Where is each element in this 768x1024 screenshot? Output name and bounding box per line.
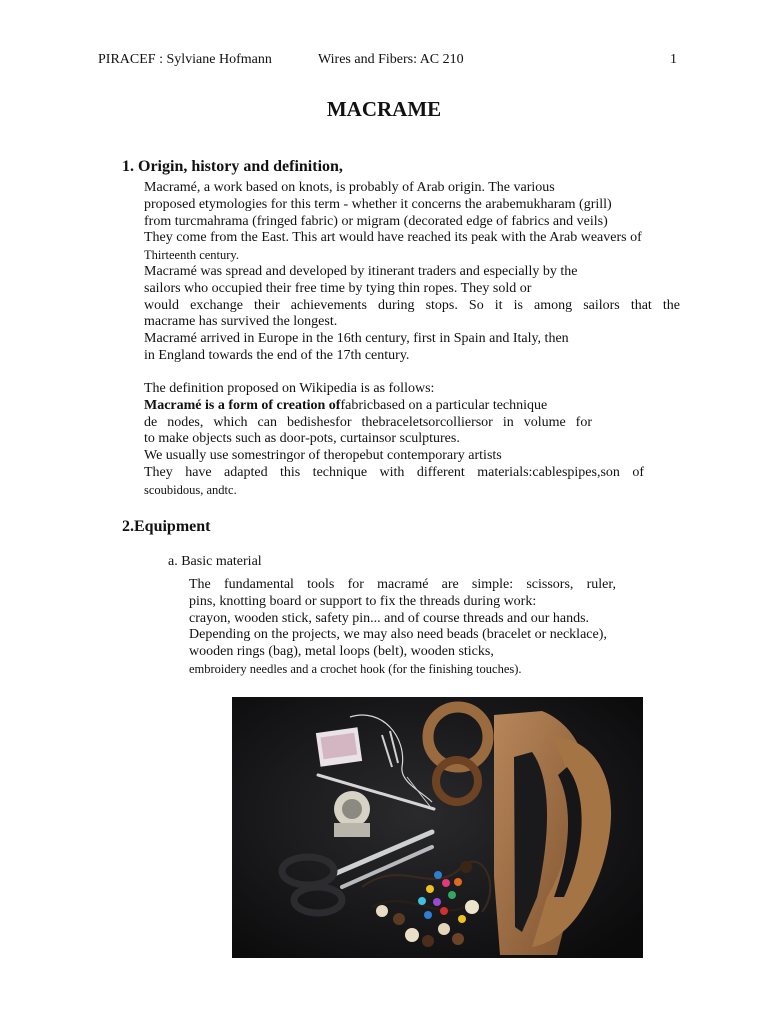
page-number: 1	[670, 52, 677, 67]
text-line: They have adapted this technique with different materials:cablespipes,son of	[144, 464, 644, 480]
header-course: Wires and Fibers: AC 210	[318, 52, 464, 67]
text-line: would exchange their achievements during stops. So it is among sailors that the	[144, 297, 680, 313]
text-line: de nodes, which can bedishesfor thebraceletsorcolliersor in volume for	[144, 414, 592, 430]
text-line: proposed etymologies for this term - whether it concerns the arabemukharam (grill)	[144, 196, 612, 212]
definition-intro: The definition proposed on Wikipedia is as follows:	[144, 381, 435, 396]
text-line: embroidery needles and a crochet hook (for the finishing touches).	[189, 661, 522, 676]
definition-bold: Macramé is a form of creation of	[144, 397, 341, 413]
text-line: from turcmahrama (fringed fabric) or migram (decorated edge of fabrics and veils)	[144, 213, 608, 229]
text-line: macrame has survived the longest.	[144, 314, 338, 330]
text-line: sailors who occupied their free time by tying thin ropes. They sold or	[144, 280, 532, 296]
text-line: pins, knotting board or support to fix the threads during work:	[189, 593, 537, 609]
text-line: scoubidous, andtc.	[144, 482, 237, 497]
text-line: We usually use somestringor of theropebut contemporary artists	[144, 448, 502, 464]
text-line: Thirteenth century.	[144, 248, 239, 263]
macrame-tools-photo	[232, 697, 643, 958]
section-1-history	[144, 180, 700, 365]
text-line: to make objects such as door-pots, curtainsor sculptures.	[144, 431, 460, 447]
document-title: MACRAME	[326, 97, 442, 121]
text-line: They come from the East. This art would have reached its peak with the Arab weavers of	[144, 230, 642, 246]
section-2-heading: 2.Equipment	[122, 518, 211, 535]
text-line: in England towards the end of the 17th century.	[144, 347, 410, 363]
definition-first-line	[144, 398, 700, 415]
section-2-equipment-text	[189, 577, 672, 678]
section-1-heading: 1. Origin, history and definition,	[122, 158, 343, 175]
definition-rest: fabricbased on a particular technique	[340, 397, 548, 413]
text-line: The fundamental tools for macramé are simple: scissors, ruler,	[189, 577, 616, 592]
text-line: Macramé arrived in Europe in the 16th century, first in Spain and Italy, then	[144, 331, 569, 347]
text-line: crayon, wooden stick, safety pin... and of course threads and our hands.	[189, 610, 590, 626]
text-line: wooden rings (bag), metal loops (belt), wooden sticks,	[189, 644, 494, 660]
subsection-a-heading: a. Basic material	[168, 554, 262, 569]
text-line: Depending on the projects, we may also need beads (bracelet or necklace),	[189, 627, 607, 643]
header-author: PIRACEF : Sylviane Hofmann	[98, 52, 272, 67]
section-1-definition	[144, 381, 700, 499]
text-line: Macramé was spread and developed by itinerant traders and especially by the	[144, 263, 578, 279]
text-line: Macramé, a work based on knots, is probably of Arab origin. The various	[144, 180, 555, 195]
